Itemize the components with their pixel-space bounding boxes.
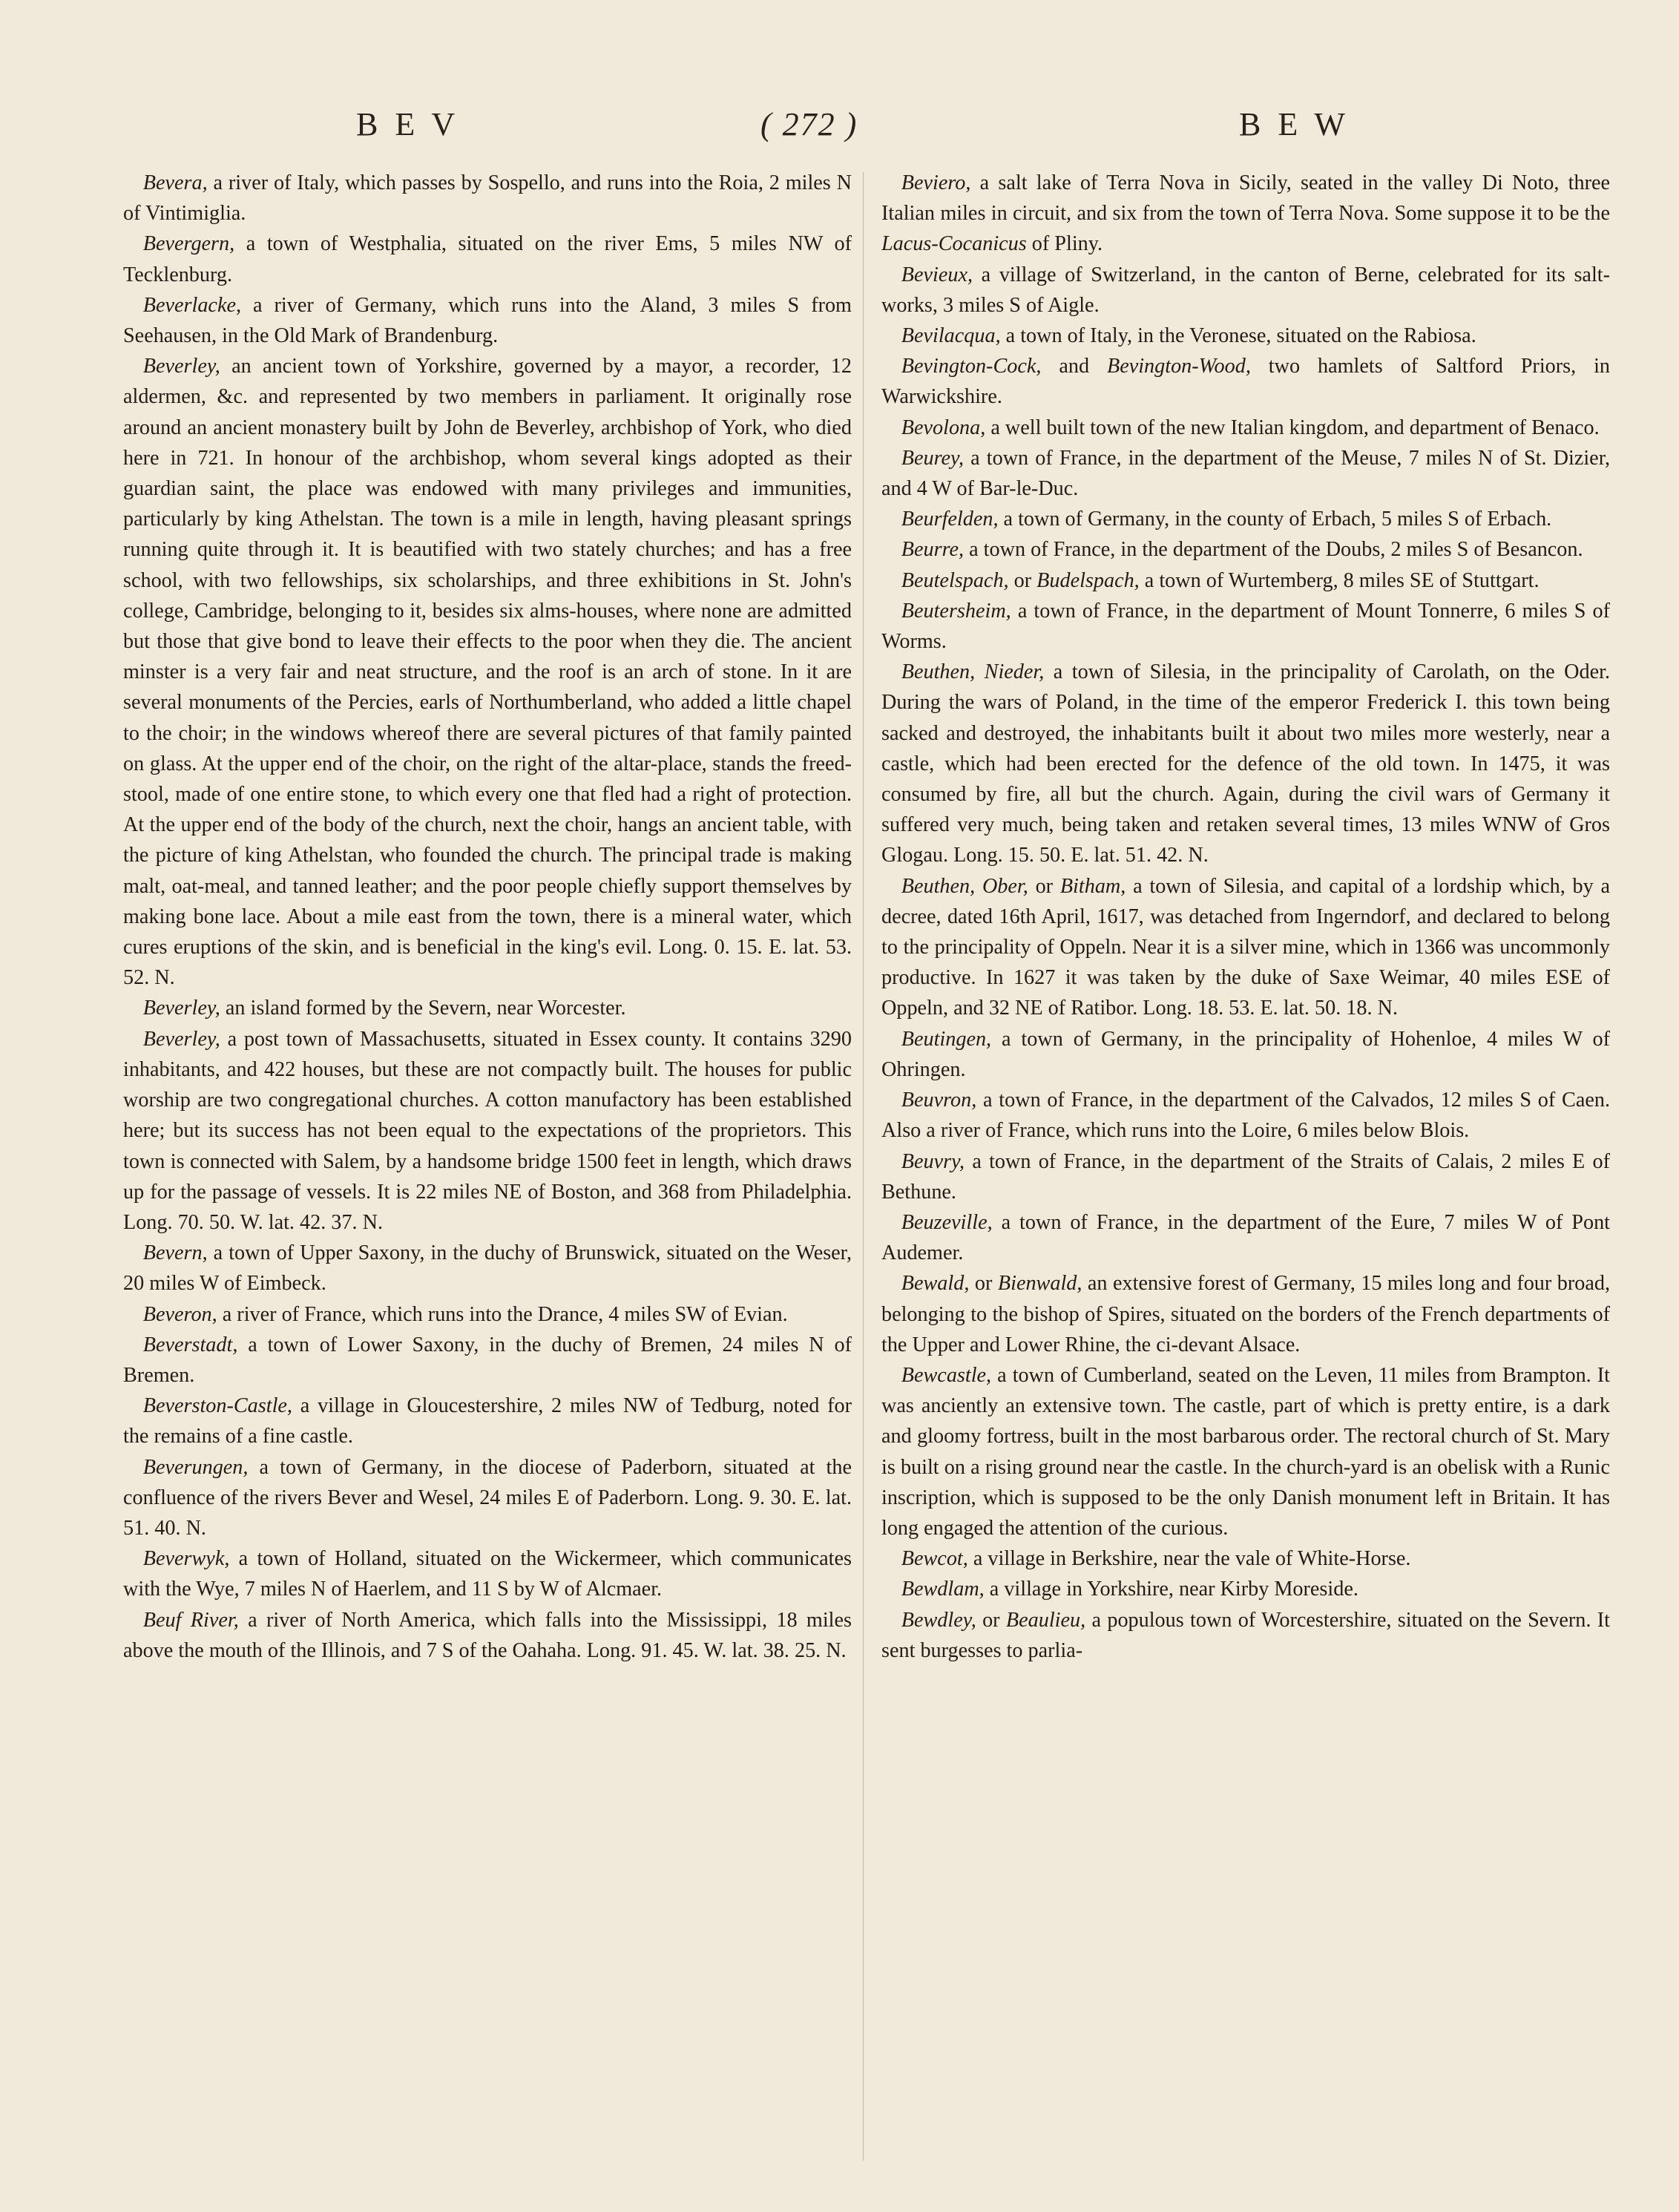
entry-headword: Lacus-Cocanicus bbox=[881, 232, 1027, 256]
entry-headword: Beveron, bbox=[142, 1302, 217, 1326]
entry-headword: Beverley, bbox=[142, 1027, 220, 1051]
gazetteer-entry bbox=[123, 1391, 852, 1451]
running-header bbox=[126, 105, 1551, 150]
gazetteer-entry bbox=[123, 993, 852, 1023]
entry-headword: Beverley, bbox=[142, 355, 220, 378]
gazetteer-entry bbox=[881, 260, 1610, 321]
gazetteer-entry bbox=[881, 413, 1610, 443]
gazetteer-entry bbox=[881, 1605, 1610, 1666]
entry-text: a town of Silesia, in the principality of Carolath, on the Oder. During the wars of Poland, in the time of the emperor Frederick I. this town being sacked and destroyed, the inhabitants built it about two miles more westerly, near a castle, which had been erected for the defence of the old town. In 1475, it was consumed by fire, all but the church. Again, during the civil wars of Germany it suffered very much, being taken and retaken several times, 13 miles WNW of Gros Glogau. Long. 15. 50. E. lat. 51. 42. N. bbox=[881, 660, 1610, 867]
right-column bbox=[881, 168, 1610, 2171]
gazetteer-entry bbox=[123, 1330, 852, 1391]
gazetteer-entry bbox=[881, 1543, 1610, 1574]
entry-text: or bbox=[969, 1272, 998, 1296]
entry-headword: Bevergern, bbox=[142, 232, 235, 256]
gazetteer-entry bbox=[123, 1543, 852, 1604]
entry-headword: Bevern, bbox=[142, 1241, 208, 1265]
entry-text: a village in Gloucestershire, 2 miles NW of Tedburg, noted for the remains of a fine castle. bbox=[123, 1394, 852, 1448]
entry-headword: Beutingen, bbox=[901, 1027, 992, 1051]
entry-headword: Bewdlam, bbox=[901, 1578, 985, 1601]
entry-text: a river of Italy, which passes by Sospello, and runs into the Roia, 2 miles N of Vintimiglia. bbox=[123, 171, 852, 226]
entry-text: a well built town of the new Italian kingdom, and department of Benaco. bbox=[985, 416, 1600, 439]
page-number: ( 272 ) bbox=[760, 106, 858, 142]
entry-text: a town of France, in the department of the Straits of Calais, 2 miles E of Bethune. bbox=[881, 1149, 1610, 1204]
entry-headword: Beuvron, bbox=[901, 1089, 977, 1112]
entry-text: or bbox=[1028, 874, 1060, 898]
entry-headword: Bevolona, bbox=[901, 416, 986, 439]
entry-headword: Beuthen, Ober, bbox=[901, 874, 1028, 898]
gazetteer-entry bbox=[881, 1574, 1610, 1604]
gazetteer-entry bbox=[881, 443, 1610, 504]
entry-headword: Beverley, bbox=[142, 997, 220, 1020]
gazetteer-entry bbox=[123, 168, 852, 229]
gazetteer-entry bbox=[881, 657, 1610, 870]
entry-text: and bbox=[1041, 355, 1107, 378]
entry-headword: Bevieux, bbox=[901, 263, 973, 286]
column-divider bbox=[863, 172, 864, 2161]
gazetteer-entry bbox=[881, 1024, 1610, 1085]
entry-text: a town of Germany, in the diocese of Paderborn, situated at the confluence of the rivers Bever and Wesel, 24 miles E of Paderborn. Long. 9. 30. E. lat. 51. 40. N. bbox=[123, 1455, 852, 1540]
entry-headword: Beutelspach, bbox=[901, 568, 1009, 592]
entry-text: a village of Switzerland, in the canton of Berne, celebrated for its salt-works, 3 miles S of Aigle. bbox=[881, 263, 1610, 317]
entry-text: of Pliny. bbox=[1026, 232, 1103, 256]
entry-headword: Budelspach, bbox=[1036, 568, 1140, 592]
entry-text: or bbox=[1008, 568, 1037, 592]
entry-text: a town of Germany, in the county of Erbach, 5 miles S of Erbach. bbox=[998, 508, 1552, 531]
entry-headword: Beutersheim, bbox=[901, 599, 1011, 623]
entry-text: a river of North America, which falls into the Mississippi, 18 miles above the mouth of the Illinois, and 7 S of the Oahaha. Long. 91. 45. W. lat. 38. 25. N. bbox=[123, 1608, 852, 1662]
entry-text: or bbox=[976, 1608, 1006, 1632]
entry-headword: Beaulieu, bbox=[1005, 1608, 1086, 1632]
entry-text: a town of Westphalia, situated on the river Ems, 5 miles NW of Tecklenburg. bbox=[123, 232, 852, 286]
gazetteer-entry bbox=[881, 1268, 1610, 1360]
gazetteer-entry bbox=[881, 1360, 1610, 1543]
entry-headword: Bewdley, bbox=[901, 1608, 976, 1632]
entry-headword: Beuf River, bbox=[142, 1608, 239, 1632]
gazetteer-entry bbox=[881, 565, 1610, 596]
entry-headword: Beverungen, bbox=[142, 1455, 249, 1479]
entry-text: an ancient town of Yorkshire, governed by a mayor, a recorder, 12 aldermen, &c. and represented by two members in parliament. It originally rose around an ancient monastery built by John de Beverley, archbishop of York, who died here in 721. In honour of the archbishop, whom several kings adopted as their guardian saint, the place was endowed with many privileges and immunities, particularly by king Athelstan. The town is a mile in length, having pleasant springs running quite through it. It is beautified with two stately churches; and has a free school, with two fellowships, six scholarships, and three exhibitions in St. John's college, Cambridge, belonging to it, besides six alms-houses, where none are admitted but those that give bond to leave their effects to the poor when they die. The ancient minster is a very fair and neat structure, and the roof is an arch of stone. In it are several monuments of the Percies, earls of Northumberland, who added a little chapel to the choir; in the windows whereof there are several pictures of that family painted on glass. At the upper end of the choir, on the right of the altar-place, stands the freed-stool, made of one entire stone, to which every one that fled had a right of protection. At the upper end of the body of the church, next the choir, hangs an ancient table, with the picture of king Athelstan, who founded the church. The principal trade is making malt, oat-meal, and tanned leather; and the poor people chiefly support themselves by making bone lace. About a mile east from the town, there is a mineral water, which cures eruptions of the skin, and is beneficial in the king's evil. Long. 0. 15. E. lat. 53. 52. N. bbox=[123, 355, 852, 990]
entry-headword: Bewcot, bbox=[901, 1547, 968, 1571]
gazetteer-entry bbox=[881, 871, 1610, 1024]
header-right-catchword: B E W bbox=[1239, 106, 1350, 142]
entry-headword: Beviero, bbox=[901, 171, 971, 194]
entry-text: a town of France, in the department of the Calvados, 12 miles S of Caen. Also a river of France, which runs into the Loire, 6 miles below Blois. bbox=[881, 1089, 1610, 1143]
gazetteer-entry bbox=[881, 351, 1610, 412]
entry-headword: Bevington-Wood, bbox=[1106, 355, 1251, 378]
gazetteer-entry bbox=[881, 1207, 1610, 1268]
entry-text: a village in Berkshire, near the vale of White-Horse. bbox=[967, 1547, 1411, 1571]
entry-text: a town of Silesia, and capital of a lordship which, by a decree, dated 16th April, 1617, was detached from Ingerndorf, and declared to belong to the principality of Oppeln. Near it is a silver mine, which in 1366 was uncommonly productive. In 1627 it was taken by the duke of Saxe Weimar, 40 miles ESE of Oppeln, and 32 NE of Ratibor. Long. 18. 53. E. lat. 50. 18. N. bbox=[881, 874, 1610, 1020]
entry-headword: Beuzeville, bbox=[901, 1210, 993, 1234]
gazetteer-entry bbox=[123, 351, 852, 993]
gazetteer-entry bbox=[123, 1452, 852, 1544]
gazetteer-entry bbox=[881, 596, 1610, 657]
entry-headword: Beverwyk, bbox=[142, 1547, 230, 1571]
entry-text: a river of Germany, which runs into the Aland, 3 miles S from Seehausen, in the Old Mark of Brandenburg. bbox=[123, 293, 852, 348]
entry-headword: Bitham, bbox=[1059, 874, 1126, 898]
gazetteer-entry bbox=[123, 1299, 852, 1330]
entry-headword: Bevington-Cock, bbox=[901, 355, 1042, 378]
entry-text: a post town of Massachusetts, situated in Essex county. It contains 3290 inhabitants, and 422 houses, but these are not compactly built. The houses for public worship are two congregational churches. A cotton manufactory has been established here; but its success has not been equal to the expectations of the proprietors. This town is connected with Salem, by a handsome bridge 1500 feet in length, which draws up for the passage of vessels. It is 22 miles NE of Boston, and 368 from Philadelphia. Long. 70. 50. W. lat. 42. 37. N. bbox=[123, 1027, 852, 1234]
gazetteer-entry bbox=[881, 168, 1610, 260]
entry-text: a town of Italy, in the Veronese, situated on the Rabiosa. bbox=[1000, 324, 1476, 348]
entry-text: two hamlets of Saltford Priors, in Warwickshire. bbox=[881, 355, 1610, 409]
left-column bbox=[123, 168, 852, 2171]
entry-text: a town of France, in the department of the Meuse, 7 miles N of St. Dizier, and 4 W of Bar-le-Duc. bbox=[881, 446, 1610, 501]
entry-text: a salt lake of Terra Nova in Sicily, seated in the valley Di Noto, three Italian miles in circuit, and six from the town of Terra Nova. Some suppose it to be the bbox=[881, 171, 1610, 226]
entry-headword: Beurey, bbox=[901, 446, 965, 470]
gazetteer-entry bbox=[123, 229, 852, 289]
gazetteer-entry bbox=[123, 1024, 852, 1238]
header-left-catchword: B E V bbox=[356, 106, 460, 142]
gazetteer-entry bbox=[881, 321, 1610, 351]
entry-text: a town of France, in the department of the Eure, 7 miles W of Pont Audemer. bbox=[881, 1210, 1610, 1265]
entry-headword: Beverstadt, bbox=[142, 1333, 238, 1356]
gazetteer-entry bbox=[881, 1146, 1610, 1207]
entry-headword: Beverlacke, bbox=[142, 293, 242, 317]
entry-text: a river of France, which runs into the Drance, 4 miles SW of Evian. bbox=[217, 1302, 788, 1326]
entry-text: a town of Cumberland, seated on the Leven, 11 miles from Brampton. It was anciently an extensive town. The castle, part of which is pretty entire, is a dark and gloomy fortress, built in the most barbarous order. The rectoral church of St. Mary is built on a rising ground near the castle. In the church-yard is an obelisk with a Runic inscription, which is supposed to be the only Danish monument left in Britain. It has long engaged the attention of the curious. bbox=[881, 1363, 1610, 1540]
entry-text: a town of Wurtemberg, 8 miles SE of Stuttgart. bbox=[1139, 568, 1540, 592]
entry-headword: Bienwald, bbox=[997, 1272, 1082, 1296]
entry-text: an island formed by the Severn, near Worcester. bbox=[220, 997, 626, 1020]
entry-headword: Beverston-Castle, bbox=[142, 1394, 292, 1418]
entry-headword: Beurfelden, bbox=[901, 508, 999, 531]
entry-text: a town of Germany, in the principality of Hohenloe, 4 miles W of Ohringen. bbox=[881, 1027, 1610, 1081]
entry-headword: Bewcastle, bbox=[901, 1363, 992, 1387]
entry-headword: Bewald, bbox=[901, 1272, 970, 1296]
entry-text: an extensive forest of Germany, 15 miles long and four broad, belonging to the bishop of Spires, situated on the borders of the French departments of the Upper and Lower Rhine, the ci-devant Alsace. bbox=[881, 1272, 1610, 1356]
entry-text: a town of France, in the department of the Doubs, 2 miles S of Besancon. bbox=[964, 538, 1583, 562]
entry-headword: Beurre, bbox=[901, 538, 965, 562]
entry-headword: Beuthen, Nieder, bbox=[901, 660, 1045, 684]
gazetteer-entry bbox=[881, 504, 1610, 534]
gazetteer-entry bbox=[123, 1238, 852, 1299]
gazetteer-entry bbox=[123, 290, 852, 351]
entry-text: a town of Lower Saxony, in the duchy of Bremen, 24 miles N of Bremen. bbox=[123, 1333, 852, 1387]
entry-text: a town of Holland, situated on the Wickermeer, which communicates with the Wye, 7 miles N of Haerlem, and 11 S by W of Alcmaer. bbox=[123, 1547, 852, 1601]
entry-text: a town of Upper Saxony, in the duchy of Brunswick, situated on the Weser, 20 miles W of Eimbeck. bbox=[123, 1241, 852, 1296]
entry-headword: Beuvry, bbox=[901, 1149, 965, 1173]
gazetteer-entry bbox=[881, 534, 1610, 565]
gazetteer-entry bbox=[123, 1605, 852, 1666]
entry-text: a town of France, in the department of Mount Tonnerre, 6 miles S of Worms. bbox=[881, 599, 1610, 654]
entry-headword: Bevera, bbox=[142, 171, 208, 194]
gazetteer-entry bbox=[881, 1085, 1610, 1146]
entry-text: a village in Yorkshire, near Kirby Moreside. bbox=[984, 1578, 1358, 1601]
entry-headword: Bevilacqua, bbox=[901, 324, 1001, 348]
entry-text: a populous town of Worcestershire, situated on the Severn. It sent burgesses to parlia- bbox=[881, 1608, 1610, 1662]
